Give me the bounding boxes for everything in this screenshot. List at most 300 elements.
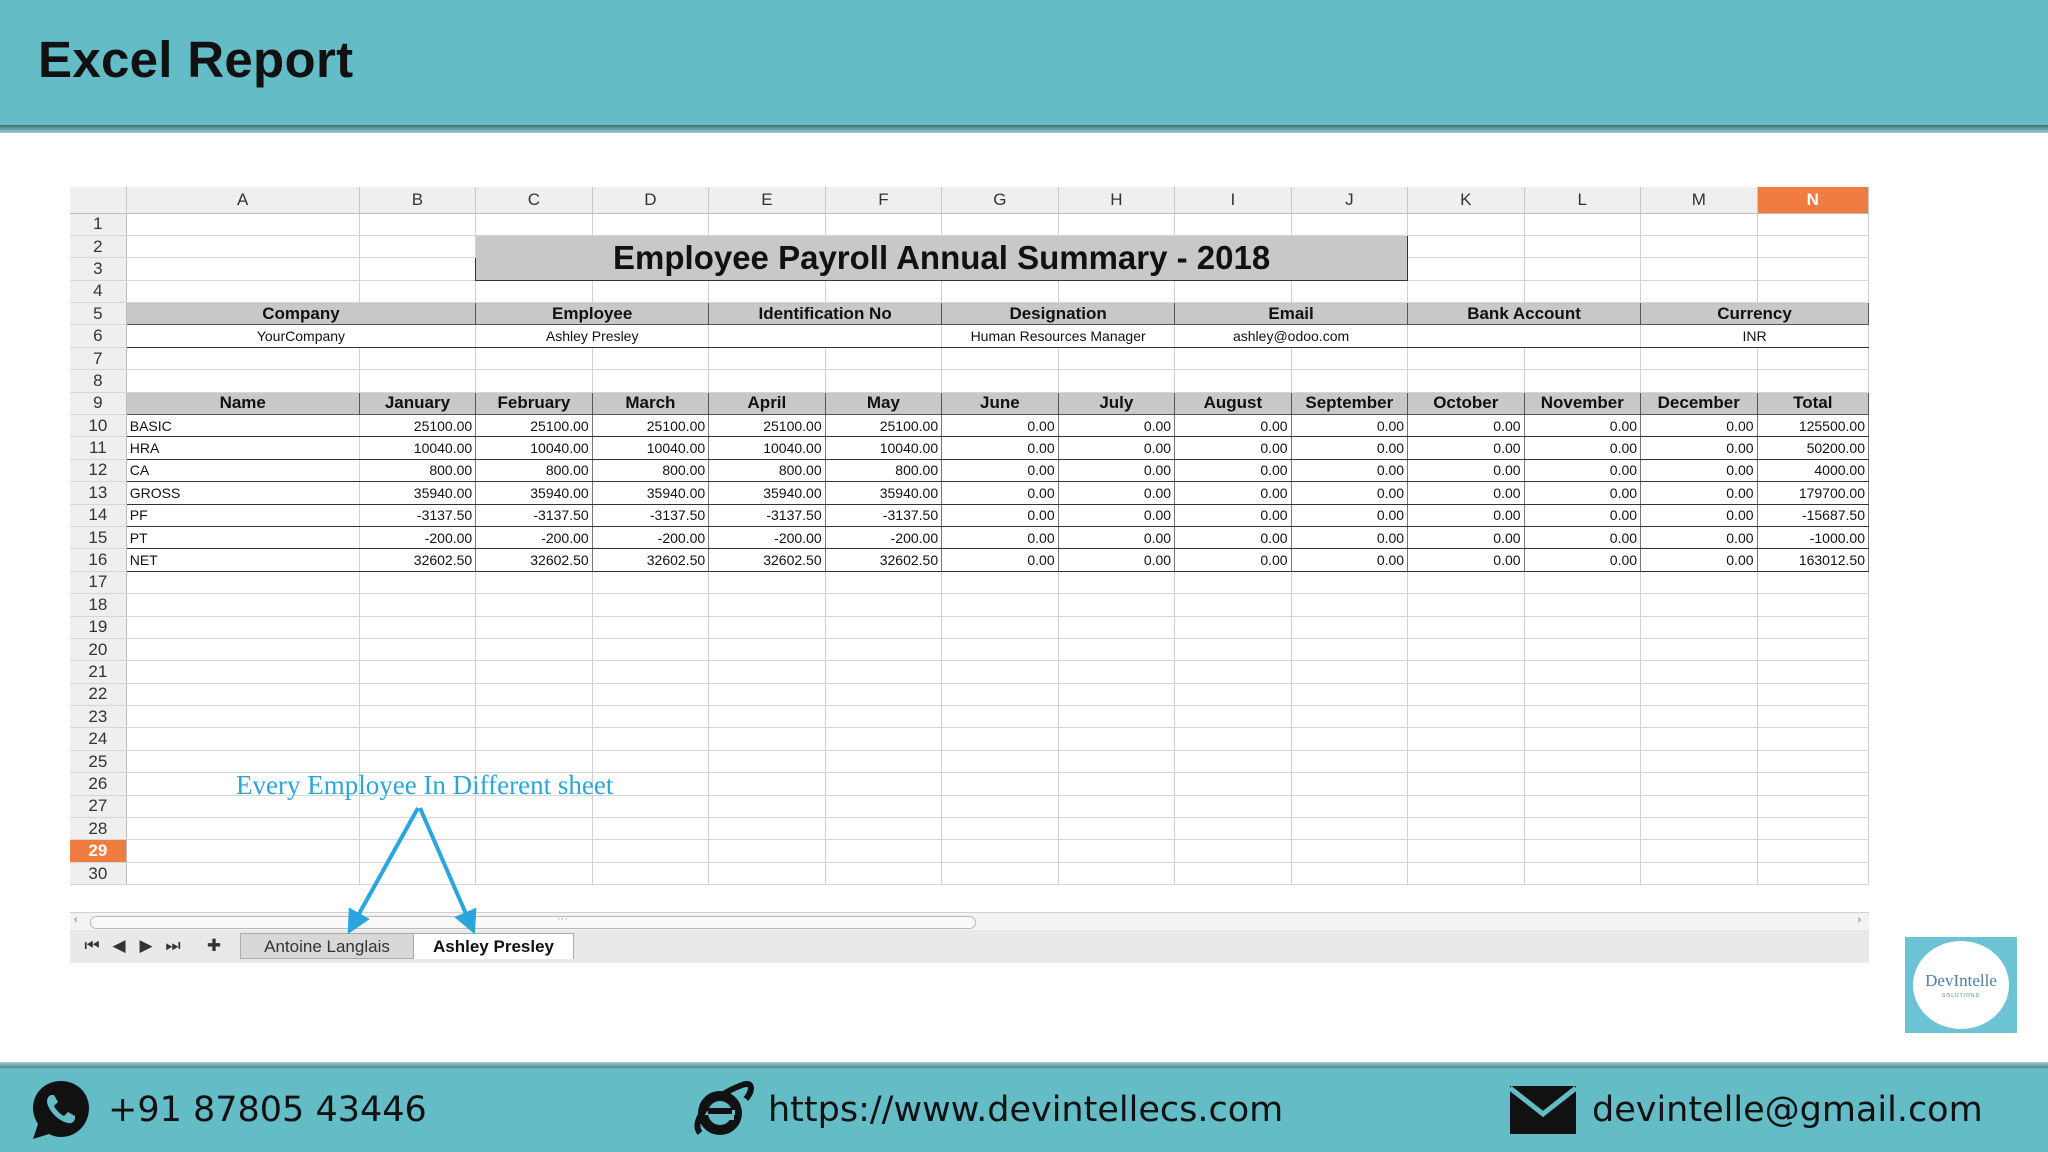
row-header-18[interactable]: 18 [70, 594, 126, 616]
value-cell[interactable]: 0.00 [1058, 549, 1174, 571]
cell[interactable] [1058, 638, 1174, 660]
cell[interactable] [1058, 616, 1174, 638]
value-cell[interactable]: 25100.00 [592, 415, 708, 437]
value-cell[interactable]: 0.00 [1058, 437, 1174, 459]
cell[interactable] [1291, 840, 1407, 862]
cell[interactable] [1408, 661, 1524, 683]
value-cell[interactable]: 0.00 [1291, 415, 1407, 437]
cell[interactable] [359, 840, 475, 862]
cell[interactable] [1524, 571, 1640, 593]
cell[interactable] [825, 840, 941, 862]
cell[interactable] [1175, 616, 1291, 638]
value-cell[interactable]: 0.00 [1175, 482, 1291, 504]
cell[interactable] [709, 840, 825, 862]
cell[interactable] [1757, 571, 1868, 593]
cell[interactable] [825, 280, 941, 302]
value-cell[interactable]: -200.00 [476, 526, 592, 548]
value-cell[interactable]: 35940.00 [359, 482, 475, 504]
value-cell[interactable]: 0.00 [1641, 482, 1757, 504]
cell[interactable] [592, 862, 708, 884]
cell[interactable] [1058, 728, 1174, 750]
value-cell[interactable]: 0.00 [1291, 482, 1407, 504]
value-cell[interactable]: 0.00 [1175, 549, 1291, 571]
cell[interactable] [126, 370, 359, 392]
value-cell[interactable]: 35940.00 [825, 482, 941, 504]
cell[interactable] [476, 594, 592, 616]
cell[interactable] [709, 370, 825, 392]
cell[interactable] [1058, 840, 1174, 862]
value-cell[interactable]: 0.00 [1291, 459, 1407, 481]
scroll-left-icon[interactable]: ‹ [74, 914, 78, 926]
cell[interactable] [1757, 706, 1868, 728]
cell[interactable] [1408, 235, 1524, 257]
cell[interactable] [1757, 280, 1868, 302]
cell[interactable] [1175, 728, 1291, 750]
value-cell[interactable]: -3137.50 [825, 504, 941, 526]
cell[interactable] [592, 818, 708, 840]
cell[interactable] [359, 862, 475, 884]
value-cell[interactable]: 0.00 [1175, 437, 1291, 459]
cell[interactable] [1175, 347, 1291, 369]
cell[interactable] [359, 706, 475, 728]
value-cell[interactable]: 0.00 [1641, 415, 1757, 437]
cell[interactable] [1524, 258, 1640, 280]
cell[interactable] [1757, 638, 1868, 660]
row-label-cell[interactable]: HRA [126, 437, 359, 459]
cell[interactable] [1408, 728, 1524, 750]
scroll-right-icon[interactable]: › [1857, 914, 1861, 926]
column-header-c[interactable]: C [476, 187, 592, 213]
cell[interactable] [825, 347, 941, 369]
cell[interactable] [709, 571, 825, 593]
cell[interactable] [825, 594, 941, 616]
row-label-cell[interactable]: BASIC [126, 415, 359, 437]
cell[interactable] [1641, 235, 1757, 257]
info-header-bank-account[interactable]: Bank Account [1408, 303, 1641, 325]
cell[interactable] [1641, 862, 1757, 884]
value-cell[interactable]: 0.00 [942, 437, 1058, 459]
cell[interactable] [1757, 347, 1868, 369]
column-header-f[interactable]: F [825, 187, 941, 213]
cell[interactable] [1408, 773, 1524, 795]
scrollbar-thumb[interactable] [90, 916, 976, 929]
cell[interactable] [126, 616, 359, 638]
cell[interactable] [709, 862, 825, 884]
value-cell[interactable]: 0.00 [1408, 415, 1524, 437]
cell[interactable] [476, 638, 592, 660]
value-cell[interactable]: 32602.50 [359, 549, 475, 571]
cell[interactable] [1524, 862, 1640, 884]
cell[interactable] [1524, 370, 1640, 392]
value-cell[interactable]: 32602.50 [709, 549, 825, 571]
tab-antoine-langlais[interactable]: Antoine Langlais [240, 933, 414, 959]
value-cell[interactable]: 0.00 [1524, 459, 1640, 481]
value-cell[interactable]: 10040.00 [359, 437, 475, 459]
value-cell[interactable]: 0.00 [1175, 526, 1291, 548]
cell[interactable] [1757, 235, 1868, 257]
row-header-2[interactable]: 2 [70, 235, 126, 257]
info-value-company[interactable]: YourCompany [126, 325, 475, 347]
column-header-e[interactable]: E [709, 187, 825, 213]
value-cell[interactable]: 0.00 [1058, 504, 1174, 526]
cell[interactable] [1291, 616, 1407, 638]
cell[interactable] [1641, 571, 1757, 593]
cell[interactable] [1641, 661, 1757, 683]
cell[interactable] [1175, 661, 1291, 683]
value-cell[interactable]: 0.00 [1641, 437, 1757, 459]
cell[interactable] [1291, 638, 1407, 660]
value-cell[interactable]: 0.00 [1524, 526, 1640, 548]
cell[interactable] [592, 728, 708, 750]
value-cell[interactable]: 0.00 [1175, 504, 1291, 526]
row-header-26[interactable]: 26 [70, 773, 126, 795]
value-cell[interactable]: 32602.50 [592, 549, 708, 571]
value-cell[interactable]: -3137.50 [709, 504, 825, 526]
cell[interactable] [1408, 213, 1524, 235]
cell[interactable] [1524, 594, 1640, 616]
info-value-employee[interactable]: Ashley Presley [476, 325, 709, 347]
cell[interactable] [942, 683, 1058, 705]
cell[interactable] [709, 594, 825, 616]
info-value-currency[interactable]: INR [1641, 325, 1869, 347]
table-header-may[interactable]: May [825, 392, 941, 414]
value-cell[interactable]: 179700.00 [1757, 482, 1868, 504]
cell[interactable] [709, 818, 825, 840]
cell[interactable] [1058, 683, 1174, 705]
table-header-total[interactable]: Total [1757, 392, 1868, 414]
cell[interactable] [592, 638, 708, 660]
info-value-bank-account[interactable] [1408, 325, 1641, 347]
cell[interactable] [1408, 683, 1524, 705]
cell[interactable] [1058, 594, 1174, 616]
cell[interactable] [359, 728, 475, 750]
row-header-1[interactable]: 1 [70, 213, 126, 235]
table-header-january[interactable]: January [359, 392, 475, 414]
add-sheet-icon[interactable]: ✚ [206, 936, 222, 955]
cell[interactable] [825, 728, 941, 750]
value-cell[interactable]: 0.00 [1058, 459, 1174, 481]
cell[interactable] [359, 661, 475, 683]
cell[interactable] [709, 773, 825, 795]
column-header-a[interactable]: A [126, 187, 359, 213]
row-label-cell[interactable]: GROSS [126, 482, 359, 504]
value-cell[interactable]: 0.00 [942, 415, 1058, 437]
cell[interactable] [1524, 213, 1640, 235]
cell[interactable] [1408, 594, 1524, 616]
cell[interactable] [825, 571, 941, 593]
cell[interactable] [942, 706, 1058, 728]
cell[interactable] [1408, 616, 1524, 638]
value-cell[interactable]: -3137.50 [359, 504, 475, 526]
cell[interactable] [1757, 594, 1868, 616]
cell[interactable] [1175, 706, 1291, 728]
table-header-september[interactable]: September [1291, 392, 1407, 414]
cell[interactable] [1757, 616, 1868, 638]
row-header-10[interactable]: 10 [70, 415, 126, 437]
value-cell[interactable]: 0.00 [1408, 526, 1524, 548]
cell[interactable] [1175, 683, 1291, 705]
cell[interactable] [1757, 728, 1868, 750]
cell[interactable] [942, 594, 1058, 616]
info-header-employee[interactable]: Employee [476, 303, 709, 325]
column-header-j[interactable]: J [1291, 187, 1407, 213]
cell[interactable] [1408, 347, 1524, 369]
value-cell[interactable]: 0.00 [1524, 415, 1640, 437]
cell[interactable] [709, 347, 825, 369]
cell[interactable] [592, 370, 708, 392]
cell[interactable] [942, 773, 1058, 795]
last-sheet-icon[interactable]: ⏭ [165, 936, 181, 955]
cell[interactable] [942, 616, 1058, 638]
cell[interactable] [1291, 370, 1407, 392]
table-header-name[interactable]: Name [126, 392, 359, 414]
value-cell[interactable]: -3137.50 [476, 504, 592, 526]
cell[interactable] [359, 235, 475, 257]
cell[interactable] [1291, 213, 1407, 235]
value-cell[interactable]: 10040.00 [709, 437, 825, 459]
cell[interactable] [126, 571, 359, 593]
cell[interactable] [592, 213, 708, 235]
cell[interactable] [1058, 773, 1174, 795]
value-cell[interactable]: 0.00 [1175, 459, 1291, 481]
cell[interactable] [476, 661, 592, 683]
table-header-december[interactable]: December [1641, 392, 1757, 414]
value-cell[interactable]: 32602.50 [476, 549, 592, 571]
row-header-13[interactable]: 13 [70, 482, 126, 504]
cell[interactable] [126, 862, 359, 884]
value-cell[interactable]: 0.00 [1058, 482, 1174, 504]
column-header-h[interactable]: H [1058, 187, 1174, 213]
cell[interactable] [942, 728, 1058, 750]
cell[interactable] [1641, 638, 1757, 660]
cell[interactable] [126, 818, 359, 840]
value-cell[interactable]: -200.00 [709, 526, 825, 548]
cell[interactable] [126, 213, 359, 235]
value-cell[interactable]: 800.00 [825, 459, 941, 481]
cell[interactable] [126, 347, 359, 369]
row-header-28[interactable]: 28 [70, 818, 126, 840]
cell[interactable] [1408, 818, 1524, 840]
row-header-19[interactable]: 19 [70, 616, 126, 638]
cell[interactable] [359, 616, 475, 638]
cell[interactable] [1641, 750, 1757, 772]
cell[interactable] [1757, 683, 1868, 705]
cell[interactable] [592, 661, 708, 683]
cell[interactable] [1524, 818, 1640, 840]
row-label-cell[interactable]: NET [126, 549, 359, 571]
row-header-11[interactable]: 11 [70, 437, 126, 459]
cell[interactable] [709, 638, 825, 660]
cell[interactable] [1291, 728, 1407, 750]
cell[interactable] [1291, 571, 1407, 593]
value-cell[interactable]: 0.00 [1291, 526, 1407, 548]
cell[interactable] [1058, 818, 1174, 840]
cell[interactable] [1175, 818, 1291, 840]
cell[interactable] [1757, 862, 1868, 884]
cell[interactable] [359, 638, 475, 660]
cell[interactable] [1641, 213, 1757, 235]
cell[interactable] [1408, 795, 1524, 817]
cell[interactable] [942, 862, 1058, 884]
cell[interactable] [709, 728, 825, 750]
cell[interactable] [1757, 370, 1868, 392]
value-cell[interactable]: 10040.00 [825, 437, 941, 459]
cell[interactable] [1641, 616, 1757, 638]
cell[interactable] [942, 280, 1058, 302]
cell[interactable] [1291, 683, 1407, 705]
value-cell[interactable]: 32602.50 [825, 549, 941, 571]
info-header-currency[interactable]: Currency [1641, 303, 1869, 325]
cell[interactable] [1175, 795, 1291, 817]
cell[interactable] [1641, 683, 1757, 705]
email-address[interactable]: devintelle@gmail.com [1592, 1090, 1983, 1130]
cell[interactable] [1291, 862, 1407, 884]
cell[interactable] [1291, 795, 1407, 817]
cell[interactable] [825, 706, 941, 728]
cell[interactable] [1641, 840, 1757, 862]
cell[interactable] [1291, 750, 1407, 772]
cell[interactable] [1757, 795, 1868, 817]
cell[interactable] [1175, 862, 1291, 884]
cell[interactable] [825, 862, 941, 884]
value-cell[interactable]: 35940.00 [592, 482, 708, 504]
cell[interactable] [476, 862, 592, 884]
cell[interactable] [1175, 594, 1291, 616]
cell[interactable] [1291, 818, 1407, 840]
cell[interactable] [1757, 750, 1868, 772]
cell[interactable] [1291, 661, 1407, 683]
cell[interactable] [359, 571, 475, 593]
value-cell[interactable]: 0.00 [1408, 482, 1524, 504]
cell[interactable] [1641, 258, 1757, 280]
cell[interactable] [1524, 347, 1640, 369]
select-all-corner[interactable] [70, 187, 126, 213]
cell[interactable] [1524, 840, 1640, 862]
cell[interactable] [1408, 706, 1524, 728]
value-cell[interactable]: -200.00 [359, 526, 475, 548]
table-header-october[interactable]: October [1408, 392, 1524, 414]
row-header-4[interactable]: 4 [70, 280, 126, 302]
cell[interactable] [476, 347, 592, 369]
cell[interactable] [1641, 280, 1757, 302]
row-header-23[interactable]: 23 [70, 706, 126, 728]
row-label-cell[interactable]: CA [126, 459, 359, 481]
value-cell[interactable]: 0.00 [1524, 482, 1640, 504]
value-cell[interactable]: 0.00 [1291, 549, 1407, 571]
cell[interactable] [709, 795, 825, 817]
tab-ashley-presley[interactable]: Ashley Presley [413, 933, 574, 959]
info-header-company[interactable]: Company [126, 303, 475, 325]
cell[interactable] [1757, 213, 1868, 235]
cell[interactable] [1524, 280, 1640, 302]
value-cell[interactable]: 35940.00 [709, 482, 825, 504]
value-cell[interactable]: 800.00 [709, 459, 825, 481]
cell[interactable] [942, 347, 1058, 369]
cell[interactable] [476, 616, 592, 638]
cell[interactable] [825, 638, 941, 660]
value-cell[interactable]: 0.00 [1641, 459, 1757, 481]
table-header-june[interactable]: June [942, 392, 1058, 414]
value-cell[interactable]: 25100.00 [709, 415, 825, 437]
value-cell[interactable]: 800.00 [592, 459, 708, 481]
cell[interactable] [1058, 661, 1174, 683]
cell[interactable] [942, 370, 1058, 392]
cell[interactable] [1524, 795, 1640, 817]
table-header-march[interactable]: March [592, 392, 708, 414]
cell[interactable] [942, 818, 1058, 840]
value-cell[interactable]: 0.00 [1641, 504, 1757, 526]
row-header-5[interactable]: 5 [70, 303, 126, 325]
cell[interactable] [592, 594, 708, 616]
value-cell[interactable]: 0.00 [1291, 504, 1407, 526]
cell[interactable] [1524, 706, 1640, 728]
value-cell[interactable]: 0.00 [1408, 504, 1524, 526]
info-value-designation[interactable]: Human Resources Manager [942, 325, 1175, 347]
cell[interactable] [592, 616, 708, 638]
cell[interactable] [1175, 750, 1291, 772]
row-header-22[interactable]: 22 [70, 683, 126, 705]
cell[interactable] [476, 706, 592, 728]
cell[interactable] [1641, 594, 1757, 616]
value-cell[interactable]: 25100.00 [476, 415, 592, 437]
value-cell[interactable]: 0.00 [1524, 504, 1640, 526]
cell[interactable] [1175, 638, 1291, 660]
cell[interactable] [476, 683, 592, 705]
cell[interactable] [1408, 280, 1524, 302]
cell[interactable] [709, 706, 825, 728]
cell[interactable] [1641, 347, 1757, 369]
cell[interactable] [1291, 594, 1407, 616]
cell[interactable] [592, 840, 708, 862]
value-cell[interactable]: 0.00 [1641, 526, 1757, 548]
cell[interactable] [126, 258, 359, 280]
cell[interactable] [1175, 370, 1291, 392]
value-cell[interactable]: 10040.00 [476, 437, 592, 459]
cell[interactable] [476, 571, 592, 593]
cell[interactable] [709, 616, 825, 638]
cell[interactable] [126, 683, 359, 705]
cell[interactable] [1058, 571, 1174, 593]
cell[interactable] [592, 280, 708, 302]
cell[interactable] [1058, 213, 1174, 235]
value-cell[interactable]: -200.00 [825, 526, 941, 548]
table-header-july[interactable]: July [1058, 392, 1174, 414]
cell[interactable] [476, 818, 592, 840]
row-label-cell[interactable]: PT [126, 526, 359, 548]
next-sheet-icon[interactable]: ▶ [139, 936, 153, 955]
cell[interactable] [126, 638, 359, 660]
cell[interactable] [1641, 773, 1757, 795]
row-header-6[interactable]: 6 [70, 325, 126, 347]
row-header-7[interactable]: 7 [70, 347, 126, 369]
row-header-27[interactable]: 27 [70, 795, 126, 817]
value-cell[interactable]: 0.00 [1291, 437, 1407, 459]
cell[interactable] [1524, 773, 1640, 795]
cell[interactable] [1641, 728, 1757, 750]
cell[interactable] [1058, 706, 1174, 728]
cell[interactable] [476, 728, 592, 750]
row-header-16[interactable]: 16 [70, 549, 126, 571]
cell[interactable] [1524, 683, 1640, 705]
value-cell[interactable]: 10040.00 [592, 437, 708, 459]
cell[interactable] [825, 370, 941, 392]
info-header-email[interactable]: Email [1175, 303, 1408, 325]
cell[interactable] [942, 840, 1058, 862]
row-header-8[interactable]: 8 [70, 370, 126, 392]
value-cell[interactable]: 0.00 [942, 459, 1058, 481]
cell[interactable] [825, 773, 941, 795]
cell[interactable] [709, 280, 825, 302]
